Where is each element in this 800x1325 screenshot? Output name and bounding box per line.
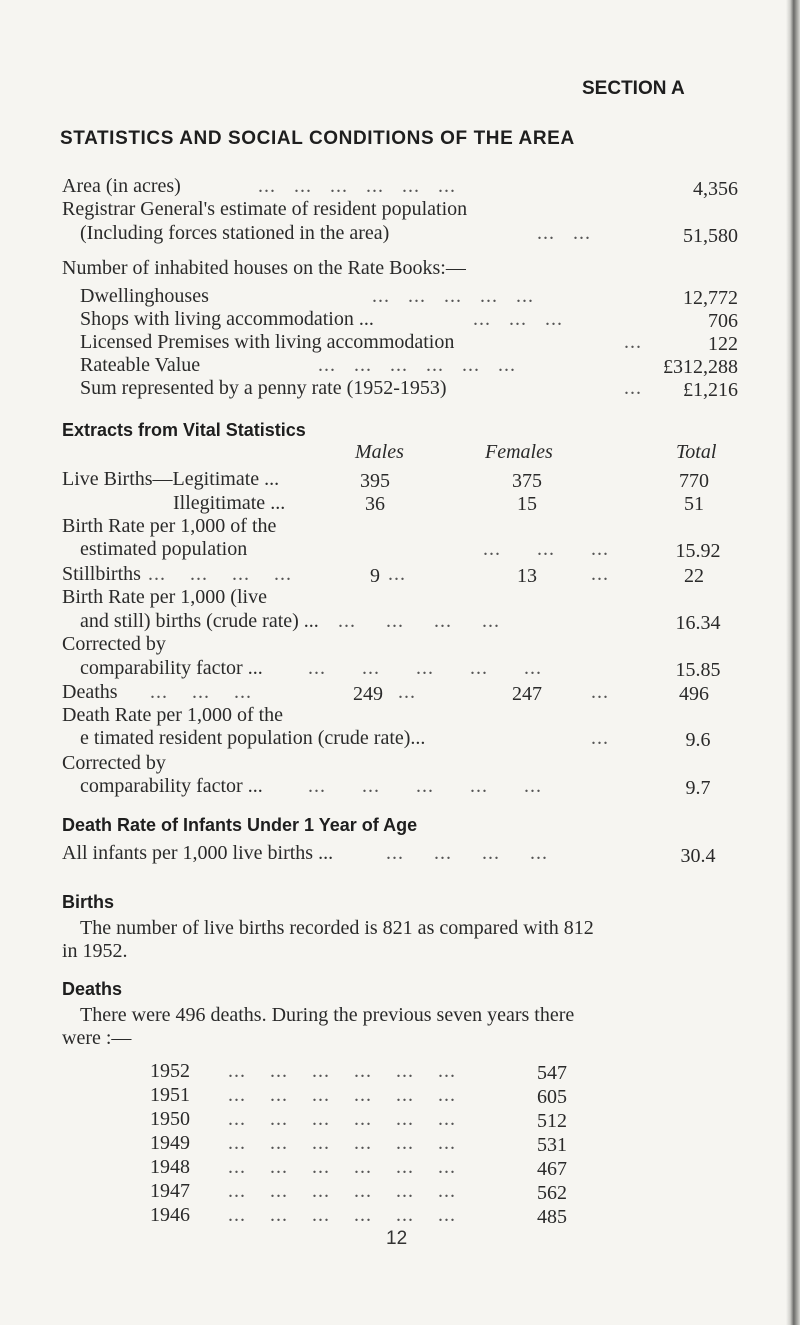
licensed-value: 122 (708, 333, 738, 355)
legit-total: 770 (679, 470, 709, 492)
col-total: Total (676, 441, 717, 463)
stillbirths-males: 9 (370, 565, 380, 587)
dot-leader: ... ... ... ... ... ... (228, 1132, 456, 1154)
crude-rate-label-2: and still) births (crude rate) ... (80, 610, 319, 632)
penny-rate-value: £1,216 (683, 379, 738, 401)
licensed-label: Licensed Premises with living accommodation (80, 331, 455, 353)
births-heading: Births (62, 892, 115, 912)
year-label: 1952 (150, 1060, 190, 1082)
vital-heading: Extracts from Vital Statistics (62, 420, 306, 440)
dot-leader: ... ... ... ... ... ... (228, 1084, 456, 1106)
legit-females: 375 (512, 470, 542, 492)
dot-leader: ... ... ... ... (386, 842, 548, 864)
population-label-2: (Including forces stationed in the area) (80, 222, 390, 244)
page-title: STATISTICS AND SOCIAL CONDITIONS OF THE AREA (60, 128, 575, 149)
col-males: Males (355, 441, 404, 463)
rateable-label: Rateable Value (80, 354, 201, 376)
area-label: Area (in acres) (62, 175, 181, 197)
dwellinghouses-label: Dwellinghouses (80, 285, 209, 307)
dot-leader: ... (624, 377, 642, 399)
page-edge-shadow (786, 0, 800, 1325)
dot-leader: ... ... ... (150, 681, 252, 703)
illegit-females: 15 (517, 493, 537, 515)
stillbirths-total: 22 (684, 565, 704, 587)
illegit-total: 51 (684, 493, 704, 515)
deaths-total: 496 (679, 683, 709, 705)
dot-leader: ... ... ... ... ... ... (318, 354, 516, 376)
dot-leader: ... ... ... ... (148, 563, 292, 585)
legit-label: Live Births—Legitimate ... (62, 468, 280, 490)
year-value: 547 (537, 1062, 567, 1084)
death-rate-value: 9.6 (685, 729, 711, 751)
legit-males: 395 (360, 470, 390, 492)
infants-label: All infants per 1,000 live births ... (62, 842, 334, 864)
shops-value: 706 (708, 310, 738, 332)
population-label: Registrar General's estimate of resident population (62, 198, 468, 220)
shops-label: Shops with living accommodation ... (80, 308, 374, 330)
death-rate-label-2: e timated resident population (crude rate)... (80, 727, 426, 749)
infants-heading: Death Rate of Infants Under 1 Year of Age (62, 815, 418, 835)
deaths-text: There were 496 deaths. During the previous seven years there (80, 1004, 575, 1026)
stillbirths-females: 13 (517, 565, 537, 587)
dot-leader: ... ... ... ... ... (308, 657, 542, 679)
page-number: 12 (386, 1228, 408, 1249)
dot-leader: ... ... ... ... ... (308, 775, 542, 797)
death-corrected-label-2: comparability factor ... (80, 775, 263, 797)
dwellinghouses-value: 12,772 (683, 287, 738, 309)
dot-leader: ... ... ... ... ... ... (228, 1180, 456, 1202)
dot-leader: ... ... ... ... ... (372, 285, 534, 307)
corrected-label-2: comparability factor ... (80, 657, 263, 679)
death-corrected-value: 9.7 (685, 777, 711, 799)
death-corrected-label: Corrected by (62, 752, 166, 774)
year-label: 1947 (150, 1180, 190, 1202)
dot-leader: ... (624, 331, 642, 353)
death-rate-label: Death Rate per 1,000 of the (62, 704, 284, 726)
year-value: 467 (537, 1158, 567, 1180)
year-value: 531 (537, 1134, 567, 1156)
dot-leader: ... (591, 681, 609, 703)
birth-rate-label-2: estimated population (80, 538, 248, 560)
penny-rate-label: Sum represented by a penny rate (1952-1953) (80, 377, 447, 399)
corrected-value: 15.85 (675, 659, 721, 681)
year-value: 562 (537, 1182, 567, 1204)
col-females: Females (485, 441, 553, 463)
population-value: 51,580 (683, 225, 738, 247)
deaths-males: 249 (353, 683, 383, 705)
rateable-value: £312,288 (663, 356, 738, 378)
deaths-text-2: were :— (62, 1027, 132, 1049)
dot-leader: ... ... ... ... (338, 610, 500, 632)
dot-leader: ... (591, 727, 609, 749)
illegit-males: 36 (365, 493, 385, 515)
births-text-2: in 1952. (62, 940, 128, 962)
corrected-label: Corrected by (62, 633, 166, 655)
area-value: 4,356 (693, 178, 738, 200)
dot-leader: ... ... ... (483, 538, 609, 560)
dot-leader: ... ... ... ... ... ... (228, 1108, 456, 1130)
dot-leader: ... ... ... ... ... ... (258, 175, 456, 197)
deaths-label: Deaths (62, 681, 118, 703)
section-label: SECTION A (582, 78, 685, 99)
year-label: 1948 (150, 1156, 190, 1178)
deaths-females: 247 (512, 683, 542, 705)
year-label: 1949 (150, 1132, 190, 1154)
year-label: 1946 (150, 1204, 190, 1226)
dot-leader: ... ... ... ... ... ... (228, 1204, 456, 1226)
dot-leader: ... (398, 681, 416, 703)
crude-rate-label: Birth Rate per 1,000 (live (62, 586, 267, 608)
dot-leader: ... ... ... ... ... ... (228, 1156, 456, 1178)
deaths-heading: Deaths (62, 979, 123, 999)
stillbirths-label: Stillbirths (62, 563, 141, 585)
year-value: 605 (537, 1086, 567, 1108)
births-text: The number of live births recorded is 821 as compared with 812 (80, 917, 594, 939)
crude-rate-value: 16.34 (675, 612, 721, 634)
year-label: 1951 (150, 1084, 190, 1106)
year-value: 512 (537, 1110, 567, 1132)
illegit-label: Illegitimate ... (173, 492, 286, 514)
birth-rate-label: Birth Rate per 1,000 of the (62, 515, 277, 537)
dot-leader: ... (591, 563, 609, 585)
dot-leader: ... ... ... (473, 308, 563, 330)
dot-leader: ... ... (537, 222, 591, 244)
birth-rate-value: 15.92 (675, 540, 721, 562)
year-value: 485 (537, 1206, 567, 1228)
dot-leader: ... ... ... ... ... ... (228, 1060, 456, 1082)
dot-leader: ... (388, 563, 406, 585)
year-label: 1950 (150, 1108, 190, 1130)
infants-value: 30.4 (680, 845, 716, 867)
houses-heading: Number of inhabited houses on the Rate Books:— (62, 257, 466, 279)
